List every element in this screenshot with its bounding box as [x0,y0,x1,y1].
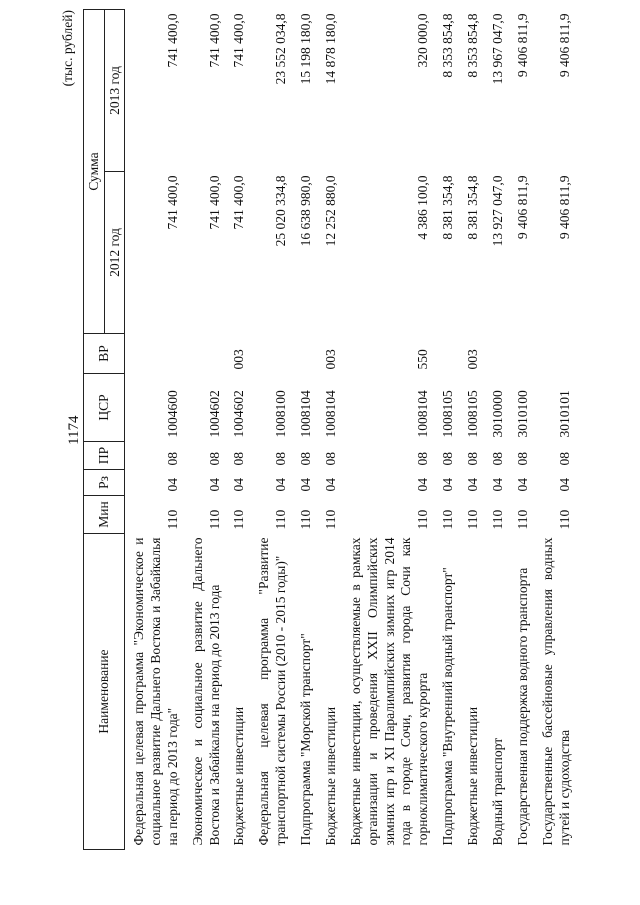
row-csr: 1008104 [298,390,314,438]
row-vr [292,334,317,374]
row-sum-2012: 741 400,0 [231,175,247,230]
row-vr: 003 [465,349,481,370]
row-name: Федеральная целевая программа "Экономическое и социальное развитие Дальнего Востока и Забайкалья на период до 2013 года" [131,537,180,846]
row-min: 110 [415,509,431,530]
row-vr [434,334,459,374]
row-min: 110 [298,509,314,530]
row-sum-2012: 4 386 100,0 [415,175,431,240]
row-pr: 08 [514,452,530,466]
table-row [534,9,576,849]
row-pr: 08 [322,452,338,466]
row-vr [509,334,534,374]
row-csr: 1008104 [322,390,338,438]
row-vr [250,334,292,374]
row-sum-2013: 741 400,0 [164,13,180,68]
row-rz: 04 [322,478,338,492]
header-2013: 2013 год [104,9,125,171]
row-vr [125,334,184,374]
header-min: Мин [84,496,125,534]
row-vr: 003 [322,349,338,370]
table-row [484,9,509,849]
row-min: 110 [489,509,505,530]
row-pr: 08 [164,452,180,466]
row-vr [184,334,226,374]
table-row [459,9,484,849]
row-rz: 04 [206,478,222,492]
row-sum-2012: 741 400,0 [164,175,180,230]
row-sum-2013: 23 552 034,8 [273,13,289,85]
row-sum-2013: 9 406 811,9 [556,13,572,78]
row-rz: 04 [514,478,530,492]
header-pr: ПР [84,442,125,470]
table-row [125,9,184,849]
row-csr: 3010000 [489,390,505,438]
header-vr: ВР [84,334,125,374]
page-number: 1174 [66,415,82,445]
row-pr: 08 [298,452,314,466]
row-pr: 08 [273,452,289,466]
row-csr: 1004602 [231,390,247,438]
row-min: 110 [206,509,222,530]
row-pr: 08 [489,452,505,466]
row-sum-2012: 12 252 880,0 [322,175,338,247]
row-min: 110 [273,509,289,530]
row-csr: 1008100 [273,390,289,438]
row-name: Бюджетные инвестиции [231,706,247,846]
row-csr: 1008105 [465,390,481,438]
table-row [434,9,459,849]
budget-table [83,9,575,850]
row-sum-2012: 16 638 980,0 [298,175,314,247]
row-sum-2012: 9 406 811,9 [514,175,530,240]
header-sum: Сумма [84,9,105,333]
header-rz: Рз [84,470,125,496]
row-sum-2013: 15 198 180,0 [298,13,314,85]
row-pr: 08 [415,452,431,466]
row-rz: 04 [298,478,314,492]
row-min: 110 [556,509,572,530]
row-name: Федеральная целевая программа "Развитие транспортной системы России (2010 - 2015 годы)" [256,537,289,846]
row-rz: 04 [164,478,180,492]
row-name: Бюджетные инвестиции [465,706,481,846]
row-sum-2012: 25 020 334,8 [273,175,289,247]
rotated-page [58,0,598,850]
row-sum-2012: 741 400,0 [206,175,222,230]
row-name: Подпрограмма "Морской транспорт" [298,633,314,846]
row-rz: 04 [415,478,431,492]
row-csr: 1004602 [206,390,222,438]
row-sum-2013: 741 400,0 [231,13,247,68]
row-name: Государственная поддержка водного транспорта [514,567,530,846]
table-header [84,9,125,849]
row-pr: 08 [440,452,456,466]
row-rz: 04 [440,478,456,492]
row-vr [484,334,509,374]
row-sum-2013: 8 353 854,8 [465,13,481,78]
row-vr: 550 [415,349,431,370]
table-row [342,9,434,849]
row-sum-2012: 13 927 047,0 [489,175,505,247]
row-sum-2013: 741 400,0 [206,13,222,68]
row-name: Подпрограмма "Внутренний водный транспорт" [440,567,456,846]
units-note: (тыс. рублей) [60,10,75,87]
row-pr: 08 [231,452,247,466]
row-vr [534,334,576,374]
row-csr: 3010100 [514,390,530,438]
table-row [225,9,250,849]
row-pr: 08 [206,452,222,466]
row-rz: 04 [489,478,505,492]
row-pr: 08 [465,452,481,466]
row-csr: 1008105 [440,390,456,438]
table-row [317,9,342,849]
row-name: Бюджетные инвестиции, осуществляемые в рамках организации и проведения XXII Олимпийских зимних игр и XI Паралимпийских зимних игр 2014 года в городе Сочи, развития города Сочи как горноклиматического курорта [347,537,431,846]
row-min: 110 [465,509,481,530]
row-vr: 003 [231,349,247,370]
row-sum-2013: 13 967 047,0 [489,13,505,85]
row-rz: 04 [556,478,572,492]
table-row [292,9,317,849]
row-sum-2013: 9 406 811,9 [514,13,530,78]
row-sum-2013: 8 353 854,8 [440,13,456,78]
row-min: 110 [514,509,530,530]
row-min: 110 [322,509,338,530]
row-name: Водный транспорт [489,737,505,846]
row-min: 110 [440,509,456,530]
header-2012: 2012 год [104,172,125,334]
table-row [509,9,534,849]
row-csr: 1008104 [415,390,431,438]
row-csr: 3010101 [556,390,572,438]
row-csr: 1004600 [164,390,180,438]
header-csr: ЦСР [84,374,125,442]
table-body [125,9,576,849]
row-name: Экономическое и социальное развитие Дальнего Востока и Забайкалья на период до 2013 года [189,537,222,846]
row-pr: 08 [556,452,572,466]
row-rz: 04 [465,478,481,492]
row-min: 110 [164,509,180,530]
row-sum-2012: 8 381 354,8 [465,175,481,240]
table-row [250,9,292,849]
row-sum-2013: 320 000,0 [415,13,431,68]
row-sum-2013: 14 878 180,0 [322,13,338,85]
table-row [184,9,226,849]
row-name: Бюджетные инвестиции [322,706,338,846]
row-rz: 04 [231,478,247,492]
row-sum-2012: 8 381 354,8 [440,175,456,240]
row-sum-2012: 9 406 811,9 [556,175,572,240]
row-name: Государственные бассейновые управления водных путей и судоходства [539,537,572,846]
header-name: Наименование [84,534,125,850]
row-rz: 04 [273,478,289,492]
row-min: 110 [231,509,247,530]
